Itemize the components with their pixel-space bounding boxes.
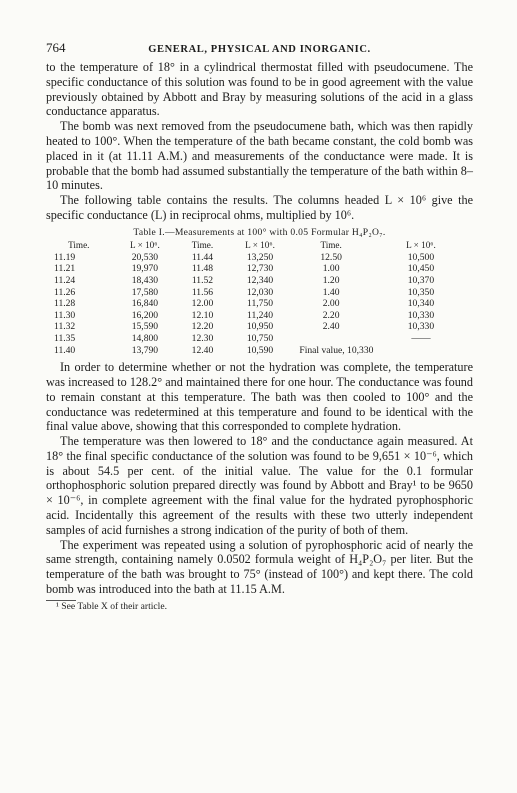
table-caption: Table I.—Measurements at 100° with 0.05 Formular H₄P₂O₇. — [133, 226, 386, 238]
table-row — [46, 287, 473, 299]
table-row — [46, 345, 473, 357]
table-cell: 18,430 — [131, 274, 159, 286]
table-cell: 13,790 — [131, 344, 159, 356]
paragraph: to the temperature of 18° in a cylindrical thermostat filled with pseudocumene. The specific conductance of this solution was found to be in good agreement with the value previously obtained by Abbott and Bray by measuring solutions of the acid in a glass conductance apparatus. — [46, 60, 473, 119]
table-cell: 10,330 — [407, 309, 435, 321]
paragraph: The experiment was repeated using a solution of pyrophosphoric acid of nearly the same strength, containing namely 0.0502 formula weight of H₄P₂O₇ per liter. But the temperature of the bath was brought to 75° (instead of 100°) and kept there. The cold bomb was introduced into the bath at 11.15 A.M. — [46, 537, 473, 597]
table-cell: 11,240 — [247, 309, 274, 321]
table-cell: 15,590 — [131, 321, 159, 333]
table-cell: 12.40 — [191, 344, 214, 356]
table-cell: 11.40 — [54, 344, 76, 356]
table-cell: 10,950 — [246, 321, 274, 333]
paragraph: The following table contains the results. The columns headed L × 10⁶ give the specific conductance (L) in reciprocal ohms, multiplied by 10⁶. — [46, 193, 473, 222]
column-header: L × 10⁶. — [130, 239, 160, 250]
table-cell: 11,750 — [247, 298, 274, 310]
table-cell: 11.44 — [191, 251, 214, 263]
table-cell: 12.30 — [191, 332, 214, 344]
table-cell: 11.19 — [54, 251, 76, 263]
table-cell: 10,590 — [246, 344, 274, 356]
table-row — [46, 321, 473, 333]
table-row — [46, 310, 473, 322]
column-header: Time. — [68, 239, 90, 250]
running-title: GENERAL, PHYSICAL AND INORGANIC. — [148, 44, 371, 55]
table-cell: 12.10 — [191, 309, 214, 321]
table-cell: 11.21 — [54, 263, 76, 275]
table-cell: 11.28 — [54, 298, 76, 310]
table-cell: 12,030 — [246, 286, 274, 298]
paragraph: The temperature was then lowered to 18° and the conductance again measured. At 18° the final specific conductance of the solution was found to be 9,651 × 10⁻⁶, which is about 54.5 per cent. of the initial value. The value for the 0.1 formular orthophosphoric solution prepared directly was found by Abbott and Bray¹ to be 9650 × 10⁻⁶, in complete agreement with the final value for the hydrated pyrophosphoric acid. Incidentally this agreement of the results with these two utterly independent samples of acid furnishes a strong indication of the purity of both of them. — [46, 434, 473, 537]
table-cell: 11.52 — [191, 274, 214, 286]
table-cell: 20,530 — [131, 251, 159, 263]
table-cell: 12.00 — [191, 298, 214, 310]
table-cell: 11.24 — [54, 274, 76, 286]
table-cell: 16,200 — [131, 309, 159, 321]
table-cell: 11.48 — [191, 263, 214, 275]
table-cell: 11.56 — [191, 286, 214, 298]
table-cell: 17,580 — [131, 286, 159, 298]
table-cell: 1.00 — [322, 263, 340, 275]
table-cell: 12.50 — [320, 251, 342, 263]
table-row — [46, 333, 473, 345]
table-cell: 12,340 — [246, 274, 274, 286]
table-cell: 10,330 — [407, 321, 435, 333]
column-header: Time. — [320, 239, 342, 250]
table-cell: 10,350 — [407, 286, 435, 298]
table-cell: —— — [411, 332, 431, 344]
table-cell: 12,730 — [246, 263, 274, 275]
final-value-note: Final value, 10,330 — [299, 344, 374, 356]
table-cell: 10,340 — [407, 298, 435, 310]
table-cell: 10,500 — [407, 251, 435, 263]
journal-page — [46, 40, 473, 612]
column-header: L × 10⁶. — [245, 239, 275, 250]
table-row — [46, 298, 473, 310]
column-header: L × 10⁶. — [406, 239, 436, 250]
column-header: Time. — [191, 239, 214, 250]
table-row — [46, 252, 473, 264]
table-cell: 13,250 — [246, 251, 274, 263]
table-cell: 1.20 — [322, 274, 340, 286]
table-cell: 2.20 — [322, 309, 340, 321]
table-cell: 19,970 — [131, 263, 159, 275]
footnote: ¹ See Table X of their article. — [56, 600, 167, 612]
page-header — [46, 40, 473, 56]
table-cell: 11.35 — [54, 332, 76, 344]
paragraph: The bomb was next removed from the pseudocumene bath, which was then rapidly heated to 100°. When the temperature of the bath became constant, the cold bomb was placed in it (at 11.11 A.M.) and measurements of the conductance were made. It is probable that the bomb had assumed substantially the temperature of the bath within 8–10 minutes. — [46, 119, 473, 193]
measurements-table — [46, 239, 473, 356]
table-row — [46, 275, 473, 287]
table-cell: 16,840 — [131, 298, 159, 310]
paragraph: In order to determine whether or not the hydration was complete, the temperature was increased to 128.2° and maintained there for one hour. The conductance was found to remain constant at this temperature. The bath was then cooled to 100° and the conductance was redetermined at this temperature and found to be identical with the final value above, showing that this corresponded to complete hydration. — [46, 360, 473, 434]
table-cell: 11.30 — [54, 309, 76, 321]
table-cell: 2.40 — [322, 321, 340, 333]
table-cell: 2.00 — [322, 298, 340, 310]
table-cell: 11.32 — [54, 321, 76, 333]
table-cell: 11.26 — [54, 286, 76, 298]
table-header-row — [46, 239, 473, 252]
table-cell: 10,750 — [246, 332, 274, 344]
table-cell: 14,800 — [131, 332, 159, 344]
table-row — [46, 263, 473, 275]
table-cell: 12.20 — [191, 321, 214, 333]
table-cell: 1.40 — [322, 286, 340, 298]
page-number: 764 — [46, 40, 66, 55]
table-cell — [293, 333, 369, 345]
table-cell: 10,450 — [407, 263, 435, 275]
table-cell: 10,370 — [407, 274, 435, 286]
